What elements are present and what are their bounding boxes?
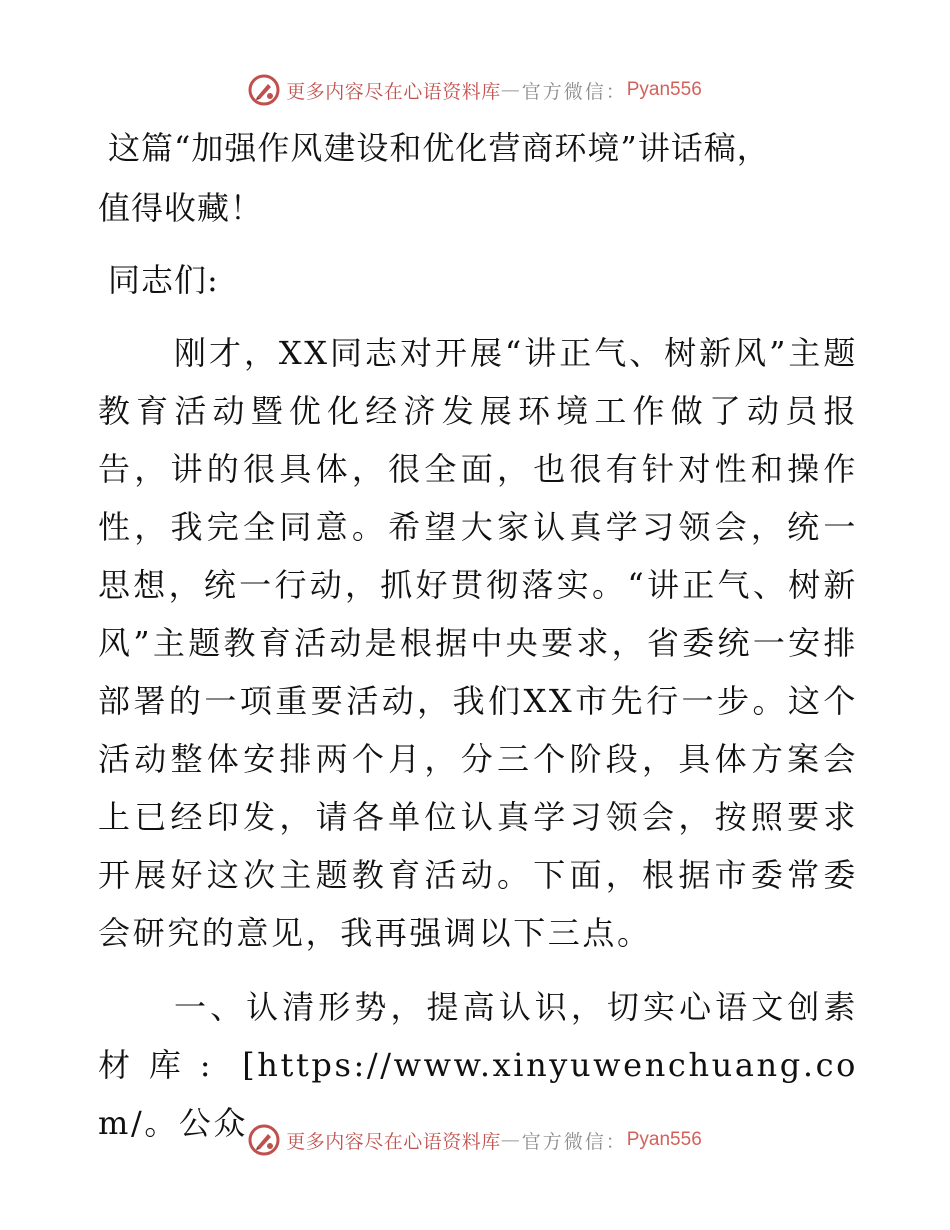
document-body [98,118,858,1152]
watermark-dash: — [500,79,520,101]
watermark-wechat-id: Pyan556 [626,1129,702,1150]
pen-logo-icon [248,1124,280,1156]
watermark-label: 官方微信： [521,1130,627,1153]
pen-logo-icon [248,74,280,106]
document-title-line-2: 值得收藏！ [98,189,264,227]
header-watermark [0,70,950,110]
footer-watermark [0,1120,950,1160]
watermark-wechat-id: Pyan556 [626,79,702,100]
document-title-line-1: 这篇“加强作风建设和优化营商环境”讲话稿， [108,129,770,167]
watermark-main-text: 更多内容尽在心语资料库 [286,80,501,103]
greeting: 同志们: [108,261,219,299]
watermark-label: 官方微信： [521,80,627,103]
watermark-main-text: 更多内容尽在心语资料库 [286,1130,501,1153]
paragraph-1: 刚才，XX同志对开展“讲正气、树新风”主题教育活动暨优化经济发展环境工作做了动员报告，讲的很具体，很全面，也很有针对性和操作性，我完全同意。希望大家认真学习领会，统一思想，统一行动，抓好贯彻落实。“讲正气、树新风”主题教育活动是根据中央要求，省委统一安排部署的一项重要活动，我们XX市先行一步。这个活动整体安排两个月，分三个阶段，具体方案会上已经印发，请各单位认真学习领会，按照要求开展好这次主题教育活动。下面，根据市委常委会研究的意见，我再强调以下三点。 [98,334,858,952]
paragraph-2: 一、认清形势，提高认识，切实心语文创素材库: [https://www.xinyuwenchuang.com/。公众 [98,988,858,1142]
watermark-dash: — [500,1129,520,1151]
